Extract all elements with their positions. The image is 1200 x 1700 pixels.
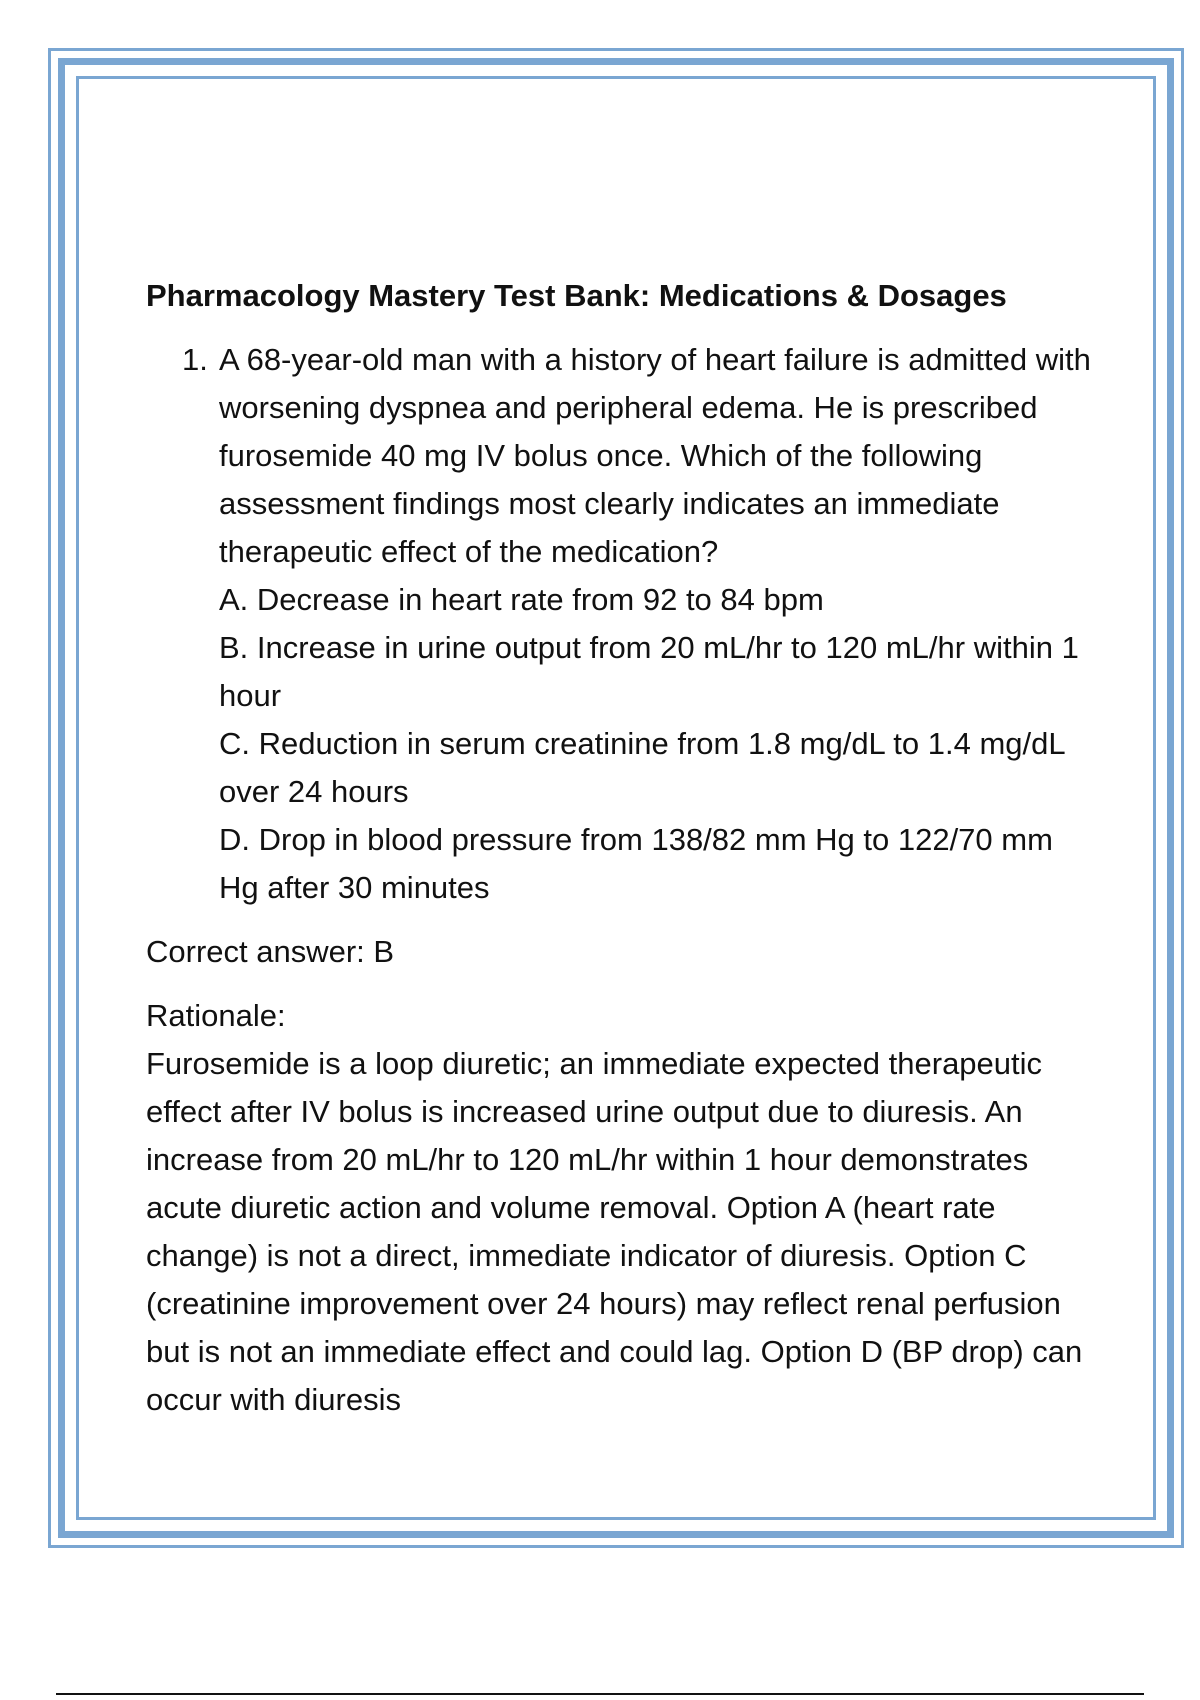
rationale-label: Rationale: — [146, 998, 286, 1033]
question-1 — [146, 336, 1096, 912]
rationale-text: Furosemide is a loop diuretic; an immediate expected therapeutic effect after IV bolus is increased urine output due to diuresis. An increase from 20 mL/hr to 120 mL/hr within 1 hour demonstrates acute diuretic action and volume removal. Option A (heart rate change) is not a direct, immediate indicator of diuresis. Option C (creatinine improvement over 24 hours) may reflect renal perfusion but is not an immediate effect and could lag. Option D (BP drop) can occur with diuresis — [146, 1046, 1083, 1417]
option-b: B. Increase in urine output from 20 mL/hr to 120 mL/hr within 1 hour — [219, 630, 1079, 713]
document-content — [146, 272, 1096, 1424]
option-c: C. Reduction in serum creatinine from 1.8 mg/dL to 1.4 mg/dL over 24 hours — [219, 726, 1065, 809]
footer-divider — [56, 1693, 1144, 1695]
correct-answer: Correct answer: B — [146, 934, 395, 969]
document-title: Pharmacology Mastery Test Bank: Medications & Dosages — [146, 278, 1007, 313]
question-stem: A 68-year-old man with a history of heart failure is admitted with worsening dyspnea and peripheral edema. He is prescribed furosemide 40 mg IV bolus once. Which of the following assessment findings most clearly indicates an immediate therapeutic effect of the medication? — [219, 342, 1091, 569]
question-number: 1. — [182, 342, 208, 377]
option-d: D. Drop in blood pressure from 138/82 mm Hg to 122/70 mm Hg after 30 minutes — [219, 822, 1053, 905]
option-a: A. Decrease in heart rate from 92 to 84 bpm — [219, 582, 824, 617]
